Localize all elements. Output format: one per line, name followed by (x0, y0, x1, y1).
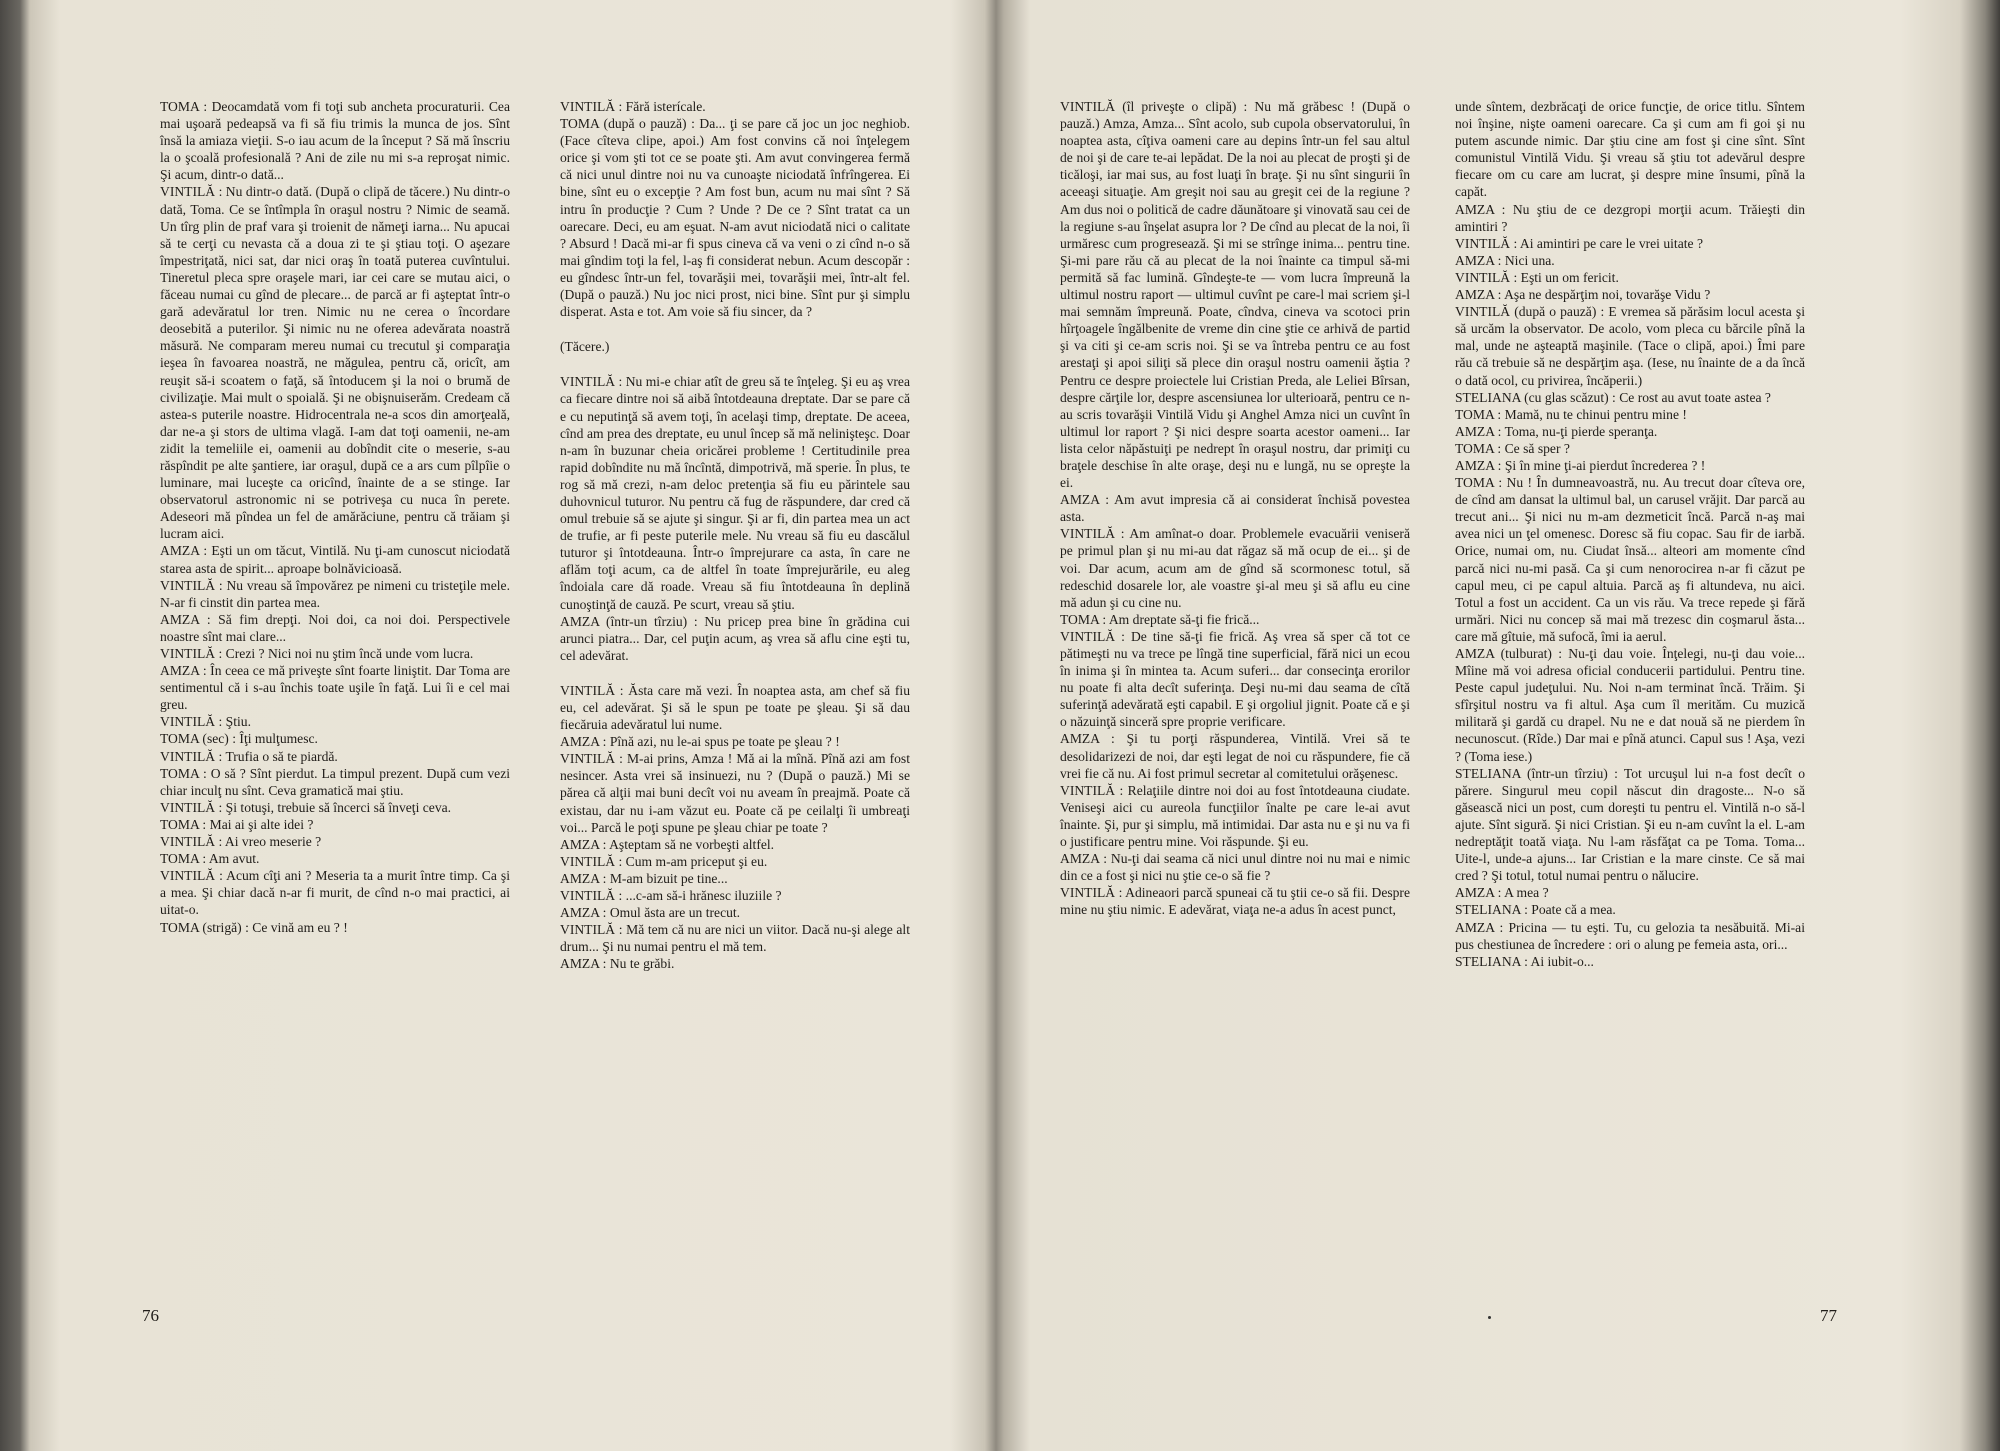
spacer (560, 664, 910, 682)
dialogue-line: VINTILĂ : Trufia o să te piardă. (160, 748, 338, 764)
dialogue-line: AMZA : Să fim drepţi. Noi doi, ca noi doi. Perspectivele noastre sînt mai clare... (160, 611, 510, 644)
spacer (560, 355, 910, 373)
dialogue-line: TOMA (după o pauză) : Da... ţi se pare că joc un joc neghiob. (Face cîteva clipe, apoi.) Am fost convins că noi înţelegem orice şi vom şti tot ce se poate şti. Am avut convingerea fermă că nici unul dintre noi nu va cunoaşte niciodată înfrîngerea. Ei bine, sînt eu o excepţie ? Am fost bun, acum nu mai sînt ? Să intru în producţie ? Cum ? Unde ? De ce ? Sînt tratat ca un oarecare. Deci, eu am eşuat. N-am avut niciodată nici o calitate ? Absurd ! Dacă mi-ar fi spus cineva că va veni o zi cînd n-o să mai gîndim toţi la fel, l-aş fi considerat nebun. Acum descopăr : eu gîndesc într-un fel, tovarăşii mei, tovarăşii mei, într-alt fel. (După o pauză.) Nu joc nici prost, nici bine. Sînt pur şi simplu disperat. Asta e tot. Am voie să fiu sincer, da ? (560, 116, 910, 320)
dialogue-line: TOMA : Ce să sper ? (1455, 440, 1570, 456)
page-number: 76 (142, 1306, 159, 1325)
dialogue-line: AMZA : Nu ştiu de ce dezgropi morţii acum. Trăieşti din amintiri ? (1455, 201, 1805, 234)
spacer (560, 320, 910, 338)
dialogue-line: VINTILĂ : Fără isterícale. (560, 99, 706, 114)
dialogue-line: TOMA : Am avut. (160, 851, 260, 867)
dialogue-line: AMZA : Şi în mine ţi-ai pierdut încrederea ? ! (1455, 457, 1706, 473)
dialogue-line: VINTILĂ (după o pauză) : E vremea să părăsim locul acesta şi să urcăm la observator. De acolo, vom pleca cu bărcile pînă la mal, unde ne aşteaptă maşinile. (Tace o clipă, apoi.) Îmi pare rău că trebuie să ne despărţim aşa. (Iese, nu înainte de a da încă o dată ocol, cu privirea, încăperii.) (1455, 304, 1805, 388)
dialogue-line: TOMA : Mamă, nu te chinui pentru mine ! (1455, 406, 1687, 422)
dialogue-line: STELIANA : Ai iubit-o... (1455, 953, 1594, 969)
right-page-column-1 (1060, 98, 1410, 919)
dialogue-line: VINTILĂ : Mă tem că nu are nici un viitor. Dacă nu-şi alege alt drum... Şi nu numai pentru el mă tem. (560, 922, 910, 955)
dialogue-line: VINTILĂ : Nu mi-e chiar atît de greu să te înţeleg. Şi eu aş vrea ca fiecare dintre noi să aibă întotdeauna dreptate. Dar se pare că e cu neputinţă să avem toţi, în acelaşi timp, dreptate. De aceea, cînd am prea des dreptate, eu unul încep să mă nelinişteşc. Doar n-am în buzunar cheia oricărei probleme ! Certitudinile prea rapid dobîndite nu mă încîntă, dimpotrivă, mă sperie. În plus, te rog să mă crezi, n-am deloc pretenţia să fiu eu părintele sau duhovnicul tuturor. Nu pentru că fug de răspundere, dar cred că omul trebuie să se ajute şi singur. Şi ar fi, din partea mea un act de trufie, ar fi peste puterile mele. Nu vreau să fiu eu dascălul tuturor şi întotdeauna. Într-o împrejurare ca asta, în care ne aflăm toţi acum, ca de altfel în toate împrejurările, eu aleg îndoiala care dă roade. Vreau să fiu întotdeauna în deplină cunoştinţă de cauză. Pe scurt, vreau să ştiu. (560, 374, 910, 612)
dialogue-line: AMZA : Am avut impresia că ai considerat închisă povestea asta. (1060, 492, 1410, 525)
dialogue-line: VINTILĂ : Nu vreau să împovărez pe nimeni cu tristeţile mele. N-ar fi cinstit din partea mea. (160, 577, 510, 610)
dialogue-line: AMZA : Eşti un om tăcut, Vintilă. Nu ţi-am cunoscut niciodată starea asta de spirit... aproape bolnăvicioasă. (160, 543, 510, 576)
dialogue-line: VINTILĂ : M-ai prins, Amza ! Mă ai la mînă. Pînă azi am fost nesincer. Asta vrei să insinuezi, nu ? (După o pauză.) Mi se părea că alţii mai buni decît voi nu aveam în preajmă. Poate că existau, dar nu i-am văzut eu. Poate că pe ceilalţi îi umbreaţi voi... Parcă le poţi spune pe şleau chiar pe toate ? (560, 751, 910, 835)
dialogue-line: VINTILĂ : Adineaori parcă spuneai că tu ştii ce-o să fii. Despre mine nu ştiu nimic. E adevărat, viaţa ne-a adus în acest punct, (1060, 885, 1410, 918)
dialogue-line: AMZA : Toma, nu-ţi pierde speranţa. (1455, 423, 1658, 439)
dialogue-line: TOMA (strigă) : Ce vină am eu ? ! (160, 919, 348, 935)
dialogue-line: TOMA : Deocamdată vom fi toţi sub ancheta procuraturii. Cea mai uşoară pedeapsă va fi să fiu trimis la munca de jos. Sînt însă la amiaza vieţii. S-o iau acum de la început ? Să mă înscriu la o şcoală profesională ? Ani de zile nu mi s-a reproşat nimic. Şi acum, dintr-o dată... (160, 99, 510, 183)
dialogue-line: TOMA : Mai ai şi alte idei ? (160, 816, 314, 832)
dialogue-line: VINTILĂ : Nu dintr-o dată. (După o clipă de tăcere.) Nu dintr-o dată, Toma. Ce se întîmpla în oraşul nostru ? Nimic de seamă. Un tîrg plin de praf vara şi troienit de nămeţi iarna... Nu apucai să te cerţi cu nevasta că a doua zi te şi ştiau toţi. O aşezare împestriţată, nici sat, dar nici oraş în toată puterea cuvîntului. Tineretul pleca spre oraşele mari, iar cei care se mutau aici, o făceau numai cu gînd de plecare... de parcă ar fi aşteptat într-o gară adevăratul lor tren. Nimic nu ne cerea o încordare deosebită a puterilor. Şi nimic nu ne oferea adevărata noastră măsură. Ne comparam mereu numai cu trecutul şi comparaţia ieşea în favoarea noastră, ne măgulea, pentru că, oricît, am reuşit să-i scoatem o faţă, să întoducem şi la noi o brumă de civilizaţie. Mai mult o spoială. Şi ne obişnuiserăm. Credeam că astea-s puterile noastre. Hidrocentrala ne-a scos din amorţeală, dar ne-a şi stors de ultima vlagă. I-am dat toţi oamenii, ne-am zidit la temeliile ei, oamenii au dobîndit cite o meserie, s-au răspîndit pe alte şantiere, iar oraşul, după ce a ars cum pîlpîie o luminare, mai luceşte ca oricînd, înainte de a se stinge. Iar observatorul astronomic ni se potriveşa cu nuca în perete. Adeseori mă pîndea un fel de amărăciune, pentru că trăiam şi lucram aici. (160, 184, 510, 542)
dialogue-line: VINTILĂ : ...c-am să-i hrănesc iluziile ? (560, 888, 782, 904)
dialogue-line: VINTILĂ : Am amînat-o doar. Problemele evacuării veniseră pe primul plan şi nu mi-au dat răgaz să mă ocup de ei... şi de voi. Dar acum, acum am de gînd să scormonesc totul, să redeschid dosarele lor, ale voastre şi-al meu şi să aflu eu cine mă adun şi cu cine nu. (1060, 526, 1410, 610)
dialogue-line: STELIANA : Poate că a mea. (1455, 902, 1616, 918)
dialogue-line: AMZA : A mea ? (1455, 885, 1549, 901)
dialogue-line: VINTILĂ : De tine să-ţi fie frică. Aş vrea să sper că tot ce pătimeşti nu va trece pe lîngă tine superficial, fără nici un ecou în inima şi în mintea ta. Acum suferi... dar consecinţa erorilor nu poate fi alta decît suferinţa. Deşi nu-mi dau seama de cîtă suferinţă adevărată eşti capabil. E şi orgoliul jignit. Poate că e şi o năzuinţă sinceră spre proprie verificare. (1060, 628, 1410, 730)
dialogue-line: unde sîntem, dezbrăcaţi de orice funcţie, de orice titlu. Sîntem noi înşine, nişte oameni oarecare. Ca şi cum am fi goi şi nu putem ascunde nimic. Dar ştiu cine am fost şi cine sînt. Sînt comunistul Vintilă Vidu. Şi vreau să ştiu tot adevărul despre fiecare om cu care am lucrat, şi despre mine însumi, pînă la capăt. (1455, 99, 1805, 200)
dialogue-line: STELIANA (într-un tîrziu) : Tot urcuşul lui n-a fost decît o părere. Singurul meu copil născut din dragoste... N-o să găsească nici un post, cum doreşti tu pentru el. Vintilă n-o să-l ajute. Sînt sigură. Şi nici Cristian. Şi eu n-am cuvînt la el. L-am nedreptăţit toată viaţa. Nu l-am răsfăţat ca pe Toma. Toma... Uite-l, unde-a ajuns... Iar Cristian e la mare cinste. Ce să mai cred ? Şi totul, totul numai pentru o nălucire. (1455, 765, 1805, 884)
dialogue-line: VINTILĂ : Ăsta care mă vezi. În noaptea asta, am chef să fiu eu, cel adevărat. Şi să le spun pe toate pe şleau. Şi să dau fiecăruia adevăratul lui nume. (560, 682, 910, 733)
dialogue-line: AMZA : Şi tu porţi răspunderea, Vintilă. Vrei să te desolidarizezi de noi, dar eşti legat de noi cu răspundere, fie că vrei fie că nu. Ai fost primul secretar al comitetului orăşenesc. (1060, 731, 1410, 781)
dialogue-line: VINTILĂ : Cum m-am priceput şi eu. (560, 853, 768, 869)
dialogue-line: VINTILĂ : Relaţiile dintre noi doi au fost întotdeauna ciudate. Veniseşi aici cu aureola funcţiilor înalte pe care le-ai avut înainte. Şi, pur şi simplu, mă intimidai. Dar asta nu e şi nu va fi o justificare pentru mine. Voi răspunde. Şi eu. (1060, 782, 1410, 850)
dialogue-line: AMZA : Aşteptam să ne vorbeşti altfel. (560, 836, 775, 852)
dialogue-line: AMZA : Nici una. (1455, 252, 1555, 268)
stage-direction: (Tăcere.) (560, 339, 610, 355)
dialogue-line: AMZA : Nu te grăbi. (560, 956, 675, 972)
dialogue-line: AMZA (tulburat) : Nu-ţi dau voie. Înţelegi, nu-ţi dau voie... Mîine mă voi adresa oficial conducerii partidului. Pentru tine. Peste capul judeţului. Nu. Noi n-am terminat încă. Trăim. Şi sfîrşitul nostru va fi altul. Aşa cum îl merităm. Cu muzică militară şi gardă cu drapel. Nu ne e dat nouă să ne pierdem în necunoscut. (Rîde.) Dar mai e pînă atunci. Capul sus ! Aşa, vezi ? (Toma iese.) (1455, 646, 1805, 764)
dialogue-line: AMZA (într-un tîrziu) : Nu pricep prea bine în grădina cui arunci piatra... Dar, cel puţin acum, aş vrea să aflu cine eşti tu, cel adevărat. (560, 613, 910, 663)
dialogue-line: TOMA : O să ? Sînt pierdut. La timpul prezent. După cum vezi chiar inculţ nu sînt. Ceva gramatică mai ştiu. (160, 765, 510, 798)
dialogue-line: VINTILĂ : Ai vreo meserie ? (160, 834, 322, 850)
dialogue-line: VINTILĂ : Ai amintiri pe care le vrei uitate ? (1455, 235, 1703, 251)
left-page (20, 0, 985, 1451)
dialogue-line: AMZA : Pînă azi, nu le-ai spus pe toate pe şleau ? ! (560, 734, 840, 750)
dialogue-line: STELIANA (cu glas scăzut) : Ce rost au avut toate astea ? (1455, 389, 1771, 405)
dialogue-line: TOMA (sec) : Îţi mulţumesc. (160, 731, 318, 747)
dialogue-line: AMZA : În ceea ce mă priveşte sînt foarte liniştit. Dar Toma are sentimentul că i s-au închis toate uşile în faţă. Lui îi e cel mai greu. (160, 663, 510, 713)
dialogue-line: VINTILĂ : Eşti un om fericit. (1455, 269, 1619, 285)
right-page-column-2 (1455, 98, 1805, 970)
ink-speck (1488, 1316, 1491, 1319)
left-page-column-2 (560, 98, 910, 973)
dialogue-line: VINTILĂ : Şi totuşi, trebuie să încerci să înveţi ceva. (160, 799, 452, 815)
right-page (1005, 0, 1970, 1451)
dialogue-line: VINTILĂ (îl priveşte o clipă) : Nu mă grăbesc ! (După o pauză.) Amza, Amza... Sînt acolo, sub cupola observatorului, în noaptea asta, cîţiva oameni care au depins într-un fel sau altul de noi şi de care te-ai lepădat. De la noi au plecat de proşti şi de ticăloşi, iar mai sus, au fost luaţi în braţe. Şi nu sînt singurii în aceeaşi situaţie. Am greşit noi sau au greşit cei de la regiune ? Am dus noi o politică de cadre dăunătoare şi vinovată sau cei de la regiune s-au înşelat asupra lor ? De cînd au plecat de la noi, îi urmăresc cum progresează. Şi mi se strînge inima... pentru tine. Şi-mi pare rău că au plecat de la noi înainte ca timpul să-mi permită să fac lumină. Gîndeşte-te — vom lucra împreună la ultimul nostru raport — ultimul cuvînt pe care-l mai scriem şi-l mai semnăm împreună. Poate, cîndva, cineva va scotoci prin hîrţoagele îngălbenite de vreme din cine ştie ce arhivă de partid şi va citi şi ce-am scris noi. Şi se va întreba pentru ce au fost arestaţi şi apoi siliţi să plece din oraşul nostru oamenii ăştia ? Pentru ce despre proiectele lui Cristian Preda, ale Leliei Bîrsan, despre cărţile lor, despre ascensiunea lor ulterioară, pentru ce n-au scris tovarăşii Vintilă Vidu şi Anghel Amza nici un cuvînt în ultimul lor raport ? Şi nici despre soarta acestor oameni... Iar lista celor năpăstuiţi pe nedrept în oraşul nostru, dar primiţi cu braţele deschise în alte oraşe, deşi nu e lungă, nu se opreşte la ei. (1060, 99, 1410, 491)
dialogue-line: VINTILĂ : Acum cîţi ani ? Meseria ta a murit între timp. Ca şi a mea. Şi chiar dacă n-ar fi murit, de cînd n-o mai practici, ai uitat-o. (160, 868, 510, 918)
dialogue-line: TOMA : Nu ! În dumneavoastră, nu. Au trecut doar cîteva ore, de cînd am dansat la ultimul bal, un carusel vrăjit. Dar parcă au trecut ani... Şi nici nu m-am dezmeticit încă. Parcă n-aş mai avea nici un ţel omenesc. Doresc să fiu copac. Sau fir de iarbă. Orice, numai om, nu. Ciudat însă... alteori am momente cînd parcă nici nu-mi pasă. Ca şi cum nenorocirea n-ar fi căzut pe capul meu, ci pe capul altuia. Parcă aş fi altundeva, nu aici. Totul a fost un accident. Ca un vis rău. Va trece repede şi fără urmări. Nici nu concep să mai mă trezesc din coşmarul ăsta... care mă gîtuie, mă sufocă, îmi ia aerul. (1455, 475, 1805, 644)
left-page-column-1 (160, 98, 510, 936)
dialogue-line: VINTILĂ : Ştiu. (160, 714, 251, 730)
dialogue-line: TOMA : Am dreptate să-ţi fie frică... (1060, 611, 1260, 627)
dialogue-line: AMZA : Pricina — tu eşti. Tu, cu gelozia ta nesăbuită. Mi-ai pus chestiunea de încredere : ori o alung pe femeia asta, ori... (1455, 919, 1805, 952)
dialogue-line: AMZA : Omul ăsta are un trecut. (560, 905, 741, 921)
dialogue-line: AMZA : Nu-ţi dai seama că nici unul dintre noi nu mai e nimic din ce a fost şi nici nu ştie ce-o să fie ? (1060, 851, 1410, 884)
dialogue-line: AMZA : Aşa ne despărţim noi, tovarăşe Vidu ? (1455, 287, 1711, 303)
dialogue-line: AMZA : M-am bizuit pe tine... (560, 870, 728, 886)
page-number: 77 (1820, 1306, 1837, 1325)
dialogue-line: VINTILĂ : Crezi ? Nici noi nu ştim încă unde vom lucra. (160, 646, 474, 661)
